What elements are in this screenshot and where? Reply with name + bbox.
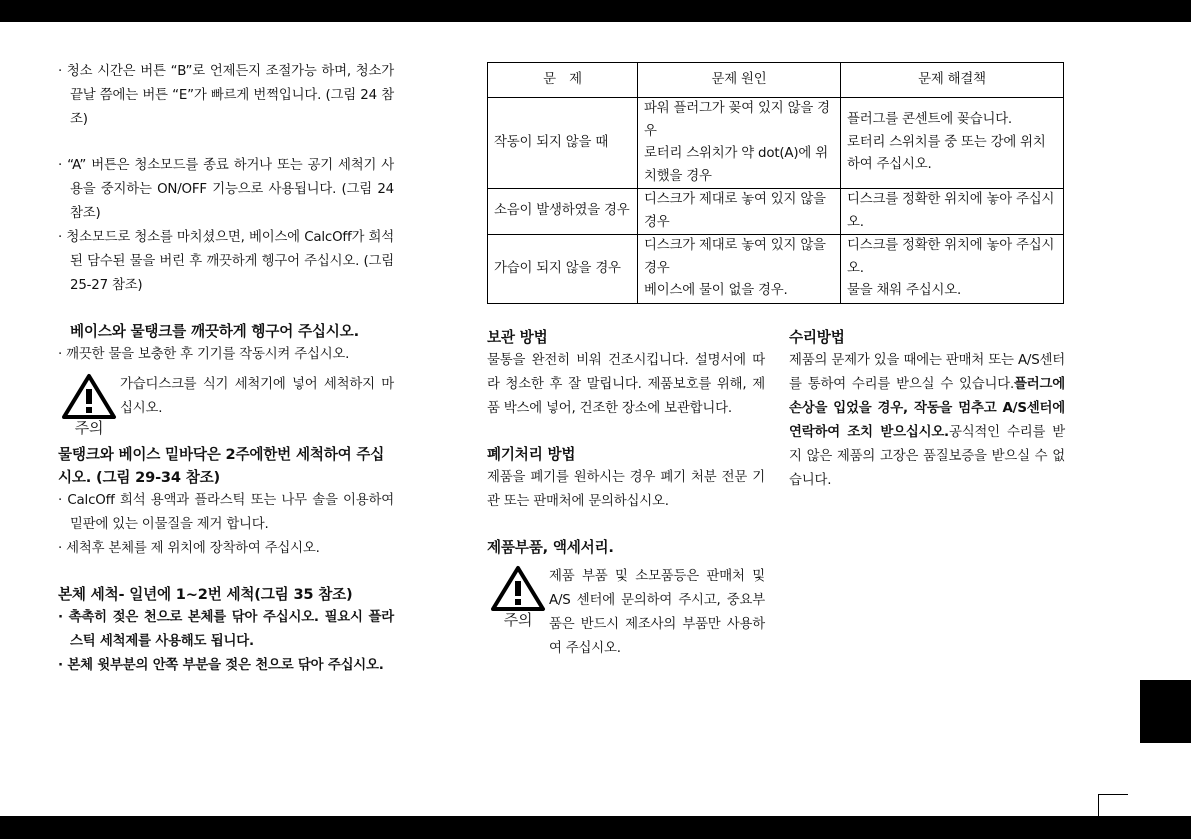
cause-line: 베이스에 물이 없을 경우.	[644, 283, 788, 298]
cleaning-time-bullet: · 청소 시간은 버튼 “B”로 언제든지 조절가능 하며, 청소가 끝날 쯤에는 버튼 “E”가 빠르게 번쩍입니다. (그림 24 참조)	[58, 60, 394, 132]
table-row	[488, 189, 1064, 235]
top-black-bar	[0, 0, 1191, 22]
storage-text: 물통을 완전히 비워 건조시킵니다. 설명서에 따라 청소한 후 잘 말립니다. 제품보호를 위해, 제품 박스에 넣어, 건조한 장소에 보관합니다.	[487, 353, 765, 416]
cause-line: 로터리 스위치가 약 dot(A)에 위치했을 경우	[644, 146, 828, 184]
solution-cell	[841, 98, 1064, 189]
caution-box-parts	[487, 565, 765, 661]
bottom-black-bar	[0, 816, 1191, 839]
solution-cell	[841, 235, 1064, 304]
refill-bullet: · 깨끗한 물을 보충한 후 기기를 작동시켜 주십시오.	[58, 343, 394, 367]
page-number-frame	[1098, 794, 1128, 816]
calcoff-brush-bullet: · CalcOff 희석 용액과 플라스틱 또는 나무 솔을 이용하여 밑판에 있는 이물질을 제거 합니다.	[58, 489, 394, 537]
right-column	[789, 326, 1065, 493]
chapter-tab	[1140, 680, 1191, 743]
header-solution: 문제 해결책	[841, 63, 1064, 98]
parts-caution-text: 제품 부품 및 소모품등은 판매처 및 A/S 센터에 문의하여 주시고, 중요부품은 반드시 제조사의 부품만 사용하여 주십시오.	[549, 569, 765, 656]
button-a-bullet: · “A” 버튼은 청소모드를 종료 하거나 또는 공기 세척기 사용을 중지하는 ON/OFF 기능으로 사용됩니다. (그림 24 참조)	[58, 154, 394, 226]
table-row	[488, 98, 1064, 189]
cause-cell	[638, 189, 841, 235]
parts-heading: 제품부품, 액세서리.	[487, 539, 614, 556]
left-column	[58, 60, 394, 678]
cause-line: 디스크가 제대로 놓여 있지 않을 경우	[644, 238, 826, 276]
wipe-body-bullet: · 촉촉히 젖은 천으로 본체를 닦아 주십시오. 필요시 플라스틱 세척제를 사용해도 됩니다.	[58, 606, 394, 654]
solution-line: 플러그를 콘센트에 꽂습니다.	[847, 112, 1012, 128]
cause-line: 디스크가 제대로 놓여 있지 않을 경우	[644, 192, 826, 230]
finish-cleaning-bullet: · 청소모드로 청소를 마치셨으면, 베이스에 CalcOff가 희석된 담수된 물을 버린 후 깨끗하게 헹구어 주십시오. (그림 25-27 참조)	[58, 226, 394, 298]
troubleshooting-table	[487, 62, 1064, 304]
table-header-row	[488, 63, 1064, 98]
solution-line: 디스크를 정확한 위치에 놓아 주십시오.	[847, 192, 1055, 230]
cause-line: 파워 플러그가 꽂여 있지 않을 경우	[644, 101, 830, 139]
storage-heading: 보관 방법	[487, 329, 548, 346]
solution-line: 로터리 스위치를 중 또는 강에 위치하여 주십시오.	[847, 134, 1046, 173]
solution-line: 디스크를 정확한 위치에 놓아 주십시오.	[847, 238, 1055, 276]
disposal-heading: 폐기처리 방법	[487, 446, 576, 463]
bottom-clean-heading: 물탱크와 베이스 밑바닥은 2주에한번 세척하여 주십시오. (그림 29-34 참조)	[58, 446, 385, 486]
repair-heading: 수리방법	[789, 329, 845, 346]
repair-text	[789, 349, 1065, 493]
header-cause: 문제 원인	[638, 63, 841, 98]
header-problem: 문 제	[488, 63, 638, 98]
solution-line: 물을 채워 주십시오.	[847, 283, 962, 298]
warning-triangle-icon	[61, 373, 117, 419]
warning-triangle-icon	[490, 565, 546, 611]
table-row	[488, 235, 1064, 304]
caution-label: 주의	[74, 419, 104, 437]
repair-text-1: 제품의 문제가 있을 때에는 판매처 또는 A/S센터를 통하여 수리를 받으실 수 있습니다.	[789, 353, 1065, 392]
repair-text-bold: 플러그에 손상을 입었을 경우, 작동을 멈추고 A/S센터에 연락하여 조치 받으십시오.	[789, 377, 1065, 440]
solution-cell	[841, 189, 1064, 235]
caution-label: 주의	[503, 611, 533, 629]
repair-text-2: 공식적인 수리를 받지 않은 제품의 고장은 품질보증을 받으실 수 없습니다.	[789, 425, 1065, 488]
cause-cell	[638, 235, 841, 304]
caution-box-disc	[58, 373, 394, 437]
reattach-bullet: · 세척후 본체를 제 위치에 장착하여 주십시오.	[58, 537, 394, 561]
problem-cell: 작동이 되지 않을 때	[488, 98, 638, 189]
problem-cell: 소음이 발생하였을 경우	[488, 189, 638, 235]
caution-text: 가습디스크를 식기 세척기에 넣어 세척하지 마십시오.	[120, 377, 394, 416]
body-clean-heading: 본체 세척- 일년에 1~2번 세척(그림 35 참조)	[58, 586, 353, 603]
middle-column	[487, 326, 765, 667]
rinse-heading: 베이스와 물탱크를 깨끗하게 헹구어 주십시오.	[70, 323, 359, 340]
cause-cell	[638, 98, 841, 189]
problem-cell: 가습이 되지 않을 경우	[488, 235, 638, 304]
wipe-top-bullet: · 본체 윗부분의 안쪽 부분을 젖은 천으로 닦아 주십시오.	[58, 654, 394, 678]
disposal-text: 제품을 폐기를 원하시는 경우 폐기 처분 전문 기관 또는 판매처에 문의하십시오.	[487, 470, 765, 509]
